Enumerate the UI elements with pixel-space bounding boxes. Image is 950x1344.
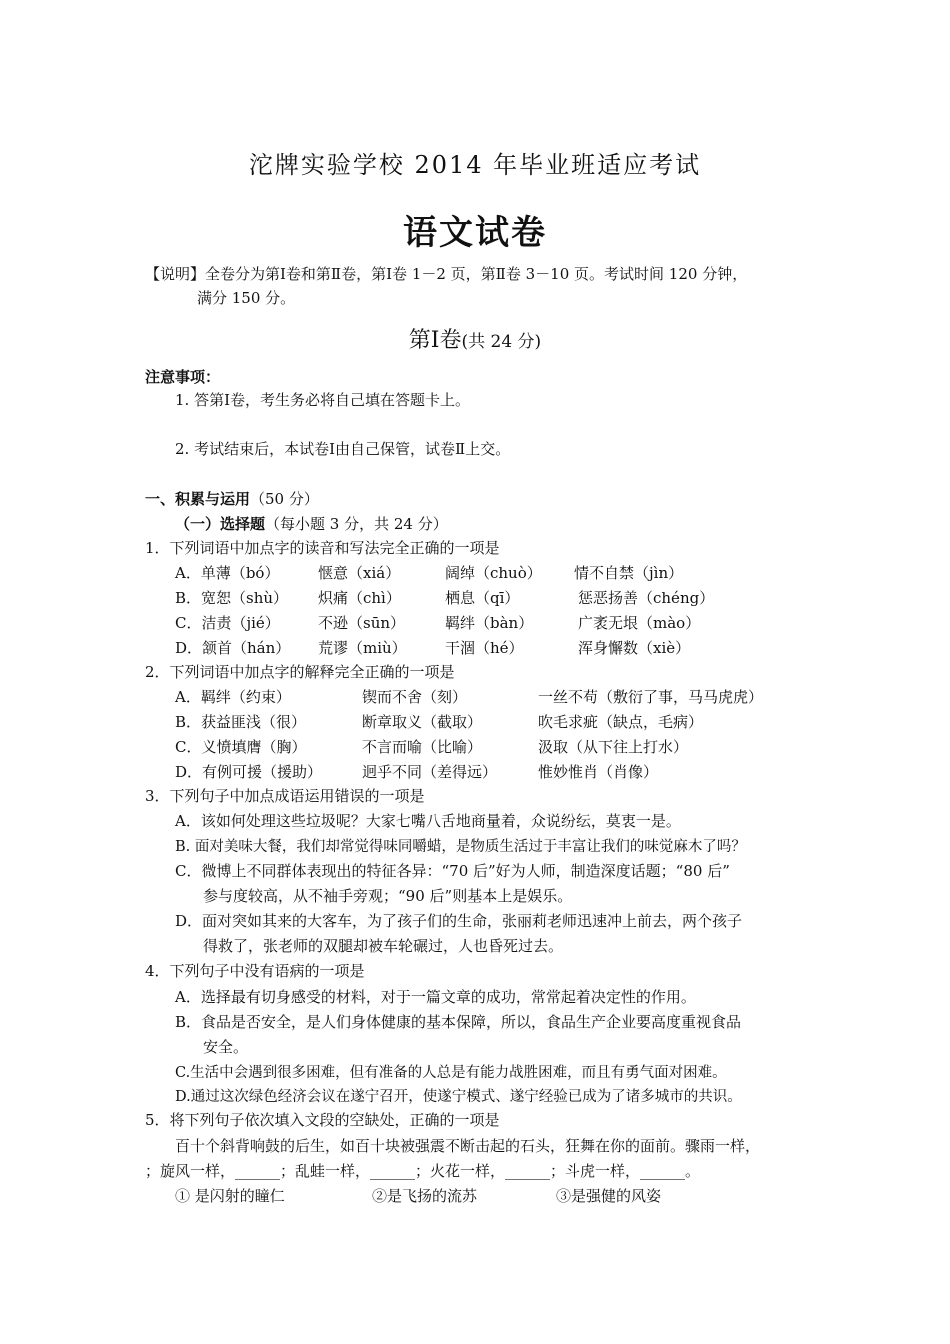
q2-option-c-1: C．义愤填膺（胸） [175,738,307,756]
q2-option-a-3: 一丝不苟（敷衍了事，马马虎虎） [538,688,764,706]
q3-option-d-line2: 得救了，张老师的双腿却被车轮碾过，人也昏死过去。 [203,937,564,955]
q2-option-c-3: 汲取（从下往上打水） [538,738,689,756]
subsection-score: （每小题 3 分，共 24 分） [265,515,448,533]
q1-option-d-4: 浑身懈数（xiè） [578,639,691,657]
q1-option-c-1: C．洁责（jié） [175,614,280,632]
q2-option-b-3: 吹毛求疵（缺点，毛病） [538,713,704,731]
section-1-score: （50 分） [250,490,319,508]
subsection-heading [175,513,448,534]
q1-option-d-2: 荒谬（miù） [318,639,407,657]
q2-option-a-2: 锲而不舍（刻） [362,688,468,706]
volume-title [0,323,950,354]
q1-option-d-3: 干涸（hé） [445,639,524,657]
q1-option-c-2: 不逊（sūn） [318,614,406,632]
q4-option-d: D.通过这次绿色经济会议在遂宁召开，使遂宁模式、遂宁经验已成为了诸多城市的共识。 [175,1089,742,1105]
instructions-line1: 【说明】全卷分为第Ⅰ卷和第Ⅱ卷，第Ⅰ卷 1－2 页，第Ⅱ卷 3－10 页。考试时间 120 分钟， [145,265,748,283]
q1-option-c-4: 广袤无垠（mào） [578,614,701,632]
q1-option-a-1: A．单薄（bó） [175,564,280,582]
q1-option-a-4: 情不自禁（jìn） [574,564,684,582]
q1-option-a-3: 阔绰（chuò） [445,564,542,582]
q1-option-c-3: 羁绊（bàn） [445,614,534,632]
instructions-line2: 满分 150 分。 [197,289,296,307]
q1-option-b-4: 惩恶扬善（chéng） [578,589,715,607]
q5-paragraph-line2: ；旋风一样，______；乱蛙一样，______；火花一样，______；斗虎一样，______。 [145,1162,701,1180]
q5-choice-2: ②是飞扬的流苏 [372,1187,478,1205]
q1-option-b-2: 炽痛（chì） [318,589,401,607]
q1-option-d-1: D．颔首（hán） [175,639,291,657]
q4-option-c: C.生活中会遇到很多困难，但有准备的人总是有能力战胜困难，而且有勇气面对困难。 [175,1065,727,1081]
q2-option-d-2: 迥乎不同（差得远） [362,763,498,781]
notice-heading: 注意事项： [145,368,221,386]
q5-choice-3: ③是强健的风姿 [556,1187,662,1205]
subsection-title: （一）选择题 [175,515,266,533]
q2-option-b-2: 断章取义（截取） [362,713,483,731]
q2-option-d-1: D．有例可援（援助） [175,763,323,781]
q3-option-b: B. 面对美味大餐，我们却常觉得味同嚼蜡，是物质生活过于丰富让我们的味觉麻木了吗？ [175,839,746,855]
q1-option-b-1: B．宽恕（shù） [175,589,289,607]
notice-item-2: 2. 考试结束后，本试卷Ⅰ由自己保管，试卷Ⅱ上交。 [175,440,511,458]
section-1-title: 一、积累与运用 [145,490,251,508]
q5-choice-1: ① 是闪射的瞳仁 [175,1187,285,1205]
q2-option-a-1: A．羁绊（约束） [175,688,291,706]
q2-option-d-3: 惟妙惟肖（肖像） [538,763,659,781]
notice-item-1: 1. 答第Ⅰ卷，考生务必将自己填在答题卡上。 [175,391,471,409]
volume-score: (共 24 分) [461,332,542,352]
q5-paragraph-line1: 百十个斜背响鼓的后生，如百十块被强震不断击起的石头，狂舞在你的面前。骤雨一样， [175,1137,761,1155]
q1-option-b-3: 栖息（qī） [445,589,520,607]
q3-option-d-line1: D．面对突如其来的大客车，为了孩子们的生命，张丽莉老师迅速冲上前去，两个孩子 [175,912,743,930]
q3-option-a: A．该如何处理这些垃圾呢？大家七嘴八舌地商量着，众说纷纭，莫衷一是。 [175,812,681,830]
q4-option-b-line1: B．食品是否安全，是人们身体健康的基本保障，所以，食品生产企业要高度重视食品 [175,1013,742,1031]
school-exam-title: 沱牌实验学校 2014 年毕业班适应考试 [248,151,702,179]
paper-title: 语文试卷 [403,213,547,253]
q5-stem: 5．将下列句子依次填入文段的空缺处，正确的一项是 [145,1111,500,1129]
q4-stem: 4．下列句子中没有语病的一项是 [145,962,365,980]
volume-title-text: 第Ⅰ卷 [408,328,462,353]
q4-option-a: A．选择最有切身感受的材料，对于一篇文章的成功，常常起着决定性的作用。 [175,988,696,1006]
section-1-heading [145,488,319,509]
q3-stem: 3．下列句子中加点成语运用错误的一项是 [145,787,425,805]
q1-option-a-2: 惬意（xiá） [318,564,401,582]
q3-option-c-line1: C．微博上不同群体表现出的特征各异：“70 后”好为人师，制造深度话题；“80 后” [175,862,730,880]
q1-stem: 1．下列词语中加点字的读音和写法完全正确的一项是 [145,539,500,557]
q3-option-c-line2: 参与度较高，从不袖手旁观；“90 后”则基本上是娱乐。 [203,887,573,905]
q2-stem: 2．下列词语中加点字的解释完全正确的一项是 [145,663,455,681]
q4-option-b-line2: 安全。 [203,1038,249,1056]
q2-option-c-2: 不言而喻（比喻） [362,738,483,756]
q2-option-b-1: B．获益匪浅（很） [175,713,307,731]
